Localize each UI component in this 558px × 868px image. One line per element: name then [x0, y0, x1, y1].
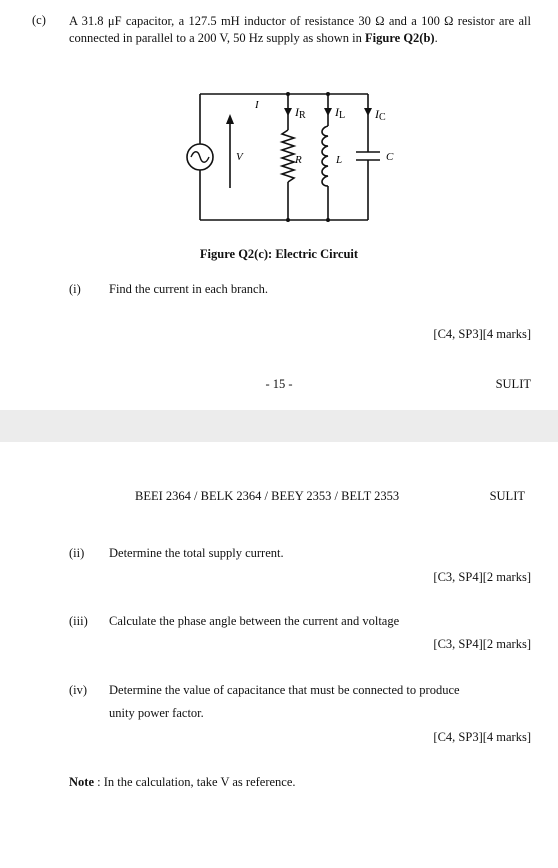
sub-iv-line2: unity power factor.	[109, 706, 204, 720]
part-label: (c)	[32, 13, 46, 27]
label-IC: IC	[375, 107, 386, 123]
figure-caption: Figure Q2(c): Electric Circuit	[199, 247, 359, 261]
sub-i-marks: [C4, SP3][4 marks]	[433, 327, 531, 341]
page-separator	[0, 410, 558, 442]
sub-iii-marks: [C3, SP4][2 marks]	[433, 637, 531, 651]
sub-iv-label: (iv)	[69, 683, 88, 697]
header-course-codes: BEEI 2364 / BELK 2364 / BEEY 2353 / BELT 2353	[135, 489, 400, 503]
label-IR: IR	[295, 105, 306, 121]
note-text: : In the calculation, take V as reference.	[94, 775, 296, 789]
label-C: C	[386, 151, 394, 163]
label-IL: IL	[335, 105, 346, 121]
ir-arrow-icon	[284, 108, 292, 116]
label-I: I	[255, 99, 259, 111]
note	[69, 775, 296, 790]
label-L: L	[336, 154, 343, 166]
exam-page-15	[0, 0, 558, 410]
sub-iv-line1: Determine the value of capacitance that must be connected to produce	[109, 683, 460, 697]
footer-sulit: SULIT	[495, 377, 531, 391]
sub-iii-label: (iii)	[69, 614, 88, 628]
sub-iii-text: Calculate the phase angle between the current and voltage	[109, 614, 400, 628]
sub-i-label: (i)	[69, 282, 81, 296]
sub-ii-text: Determine the total supply current.	[109, 546, 284, 560]
sub-ii-label: (ii)	[69, 546, 85, 560]
exam-page-16	[0, 442, 558, 868]
voltage-arrow-icon	[226, 114, 234, 124]
figure-reference: Figure Q2(b)	[365, 31, 435, 45]
question-text	[69, 13, 531, 47]
sub-ii-marks: [C3, SP4][2 marks]	[433, 570, 531, 584]
note-label: Note	[69, 775, 94, 789]
question-intro: A 31.8 μF capacitor, a 127.5 mH inductor of resistance 30 Ω and a 100 Ω resistor are all connected in parallel to a 200 V, 50 Hz supply as shown in	[69, 14, 531, 45]
question-end: .	[434, 31, 438, 45]
sub-i-text: Find the current in each branch.	[109, 282, 268, 296]
ic-arrow-icon	[364, 108, 372, 116]
circuit-diagram	[178, 86, 404, 228]
header-sulit: SULIT	[489, 489, 525, 503]
label-R: R	[295, 154, 302, 166]
label-V: V	[236, 151, 243, 163]
il-arrow-icon	[324, 108, 332, 116]
sub-iv-marks: [C4, SP3][4 marks]	[433, 730, 531, 744]
page-number: - 15 -	[265, 377, 293, 391]
